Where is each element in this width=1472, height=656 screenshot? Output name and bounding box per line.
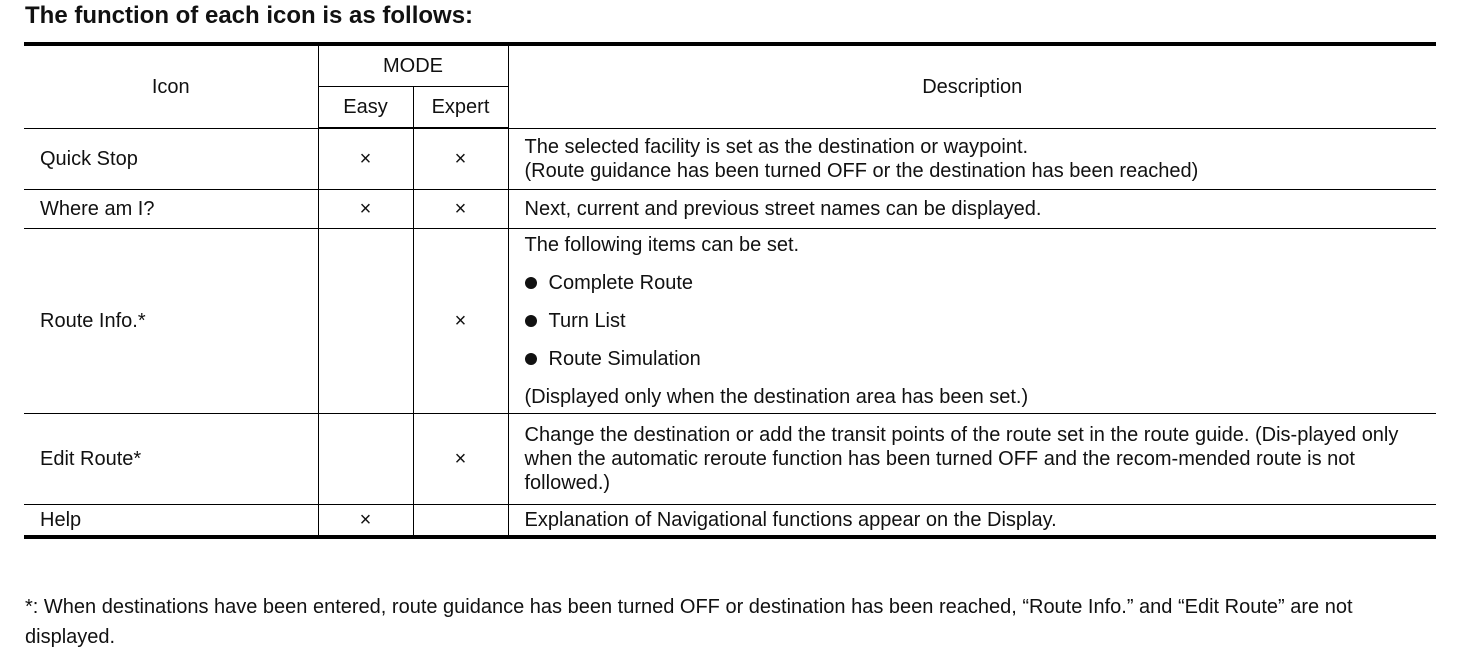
list-item-label: Route Simulation bbox=[548, 348, 701, 370]
expert-mark-cell bbox=[413, 229, 508, 414]
expert-mark-cell bbox=[413, 414, 508, 505]
bullet-icon bbox=[525, 315, 537, 327]
description-note: (Displayed only when the destination area has been set.) bbox=[524, 386, 1029, 408]
expert-column-header: Expert bbox=[413, 87, 508, 129]
list-item bbox=[525, 347, 1421, 371]
icon-name-cell: Edit Route* bbox=[24, 414, 318, 505]
availability-mark: × bbox=[359, 148, 372, 170]
icon-name-cell: Where am I? bbox=[24, 190, 318, 229]
table-header-row bbox=[24, 44, 1436, 87]
availability-mark: × bbox=[454, 448, 467, 470]
bullet-icon bbox=[525, 353, 537, 365]
description-cell: Explanation of Navigational functions appear on the Display. bbox=[508, 505, 1436, 538]
table-row bbox=[24, 190, 1436, 229]
description-line: (Route guidance has been turned OFF or the destination has been reached) bbox=[524, 159, 1199, 182]
icon-name-cell: Route Info.* bbox=[24, 229, 318, 414]
bullet-icon bbox=[525, 277, 537, 289]
description-line: The selected facility is set as the destination or waypoint. bbox=[524, 135, 1029, 158]
easy-mark-cell bbox=[318, 190, 413, 229]
availability-mark: × bbox=[359, 198, 372, 220]
list-item-label: Complete Route bbox=[548, 272, 694, 294]
table-row bbox=[24, 505, 1436, 538]
availability-mark: × bbox=[454, 198, 467, 220]
page-heading: The function of each icon is as follows: bbox=[25, 2, 474, 29]
easy-column-header: Easy bbox=[318, 87, 413, 129]
list-item bbox=[525, 271, 1421, 295]
description-intro: The following items can be set. bbox=[524, 234, 800, 256]
description-cell bbox=[508, 229, 1436, 414]
easy-mark-cell bbox=[318, 414, 413, 505]
icon-name-cell: Help bbox=[24, 505, 318, 538]
table-row bbox=[24, 128, 1436, 190]
footnote: *: When destinations have been entered, route guidance has been turned OFF or destination has been reached, “Route Info.” and “Edit Route” are not displayed. bbox=[25, 596, 1353, 648]
availability-mark: × bbox=[359, 509, 372, 531]
expert-mark-cell bbox=[413, 190, 508, 229]
list-item bbox=[525, 309, 1421, 333]
table-row bbox=[24, 229, 1436, 414]
table-row bbox=[24, 414, 1436, 505]
icon-column-header: Icon bbox=[24, 44, 318, 128]
description-cell bbox=[508, 128, 1436, 190]
icon-function-table bbox=[24, 42, 1436, 539]
expert-mark-cell bbox=[413, 128, 508, 190]
description-column-header: Description bbox=[508, 44, 1436, 128]
description-cell: Change the destination or add the transit points of the route set in the route guide. (Dis-played only when the automatic reroute function has been turned OFF and the recom-mended route is not followed.) bbox=[508, 414, 1436, 505]
easy-mark-cell bbox=[318, 229, 413, 414]
description-cell: Next, current and previous street names can be displayed. bbox=[508, 190, 1436, 229]
icon-name-cell: Quick Stop bbox=[24, 128, 318, 190]
easy-mark-cell bbox=[318, 128, 413, 190]
expert-mark-cell bbox=[413, 505, 508, 538]
list-item-label: Turn List bbox=[548, 310, 626, 332]
easy-mark-cell bbox=[318, 505, 413, 538]
availability-mark: × bbox=[454, 310, 467, 332]
mode-column-header: MODE bbox=[318, 44, 508, 87]
availability-mark: × bbox=[454, 148, 467, 170]
